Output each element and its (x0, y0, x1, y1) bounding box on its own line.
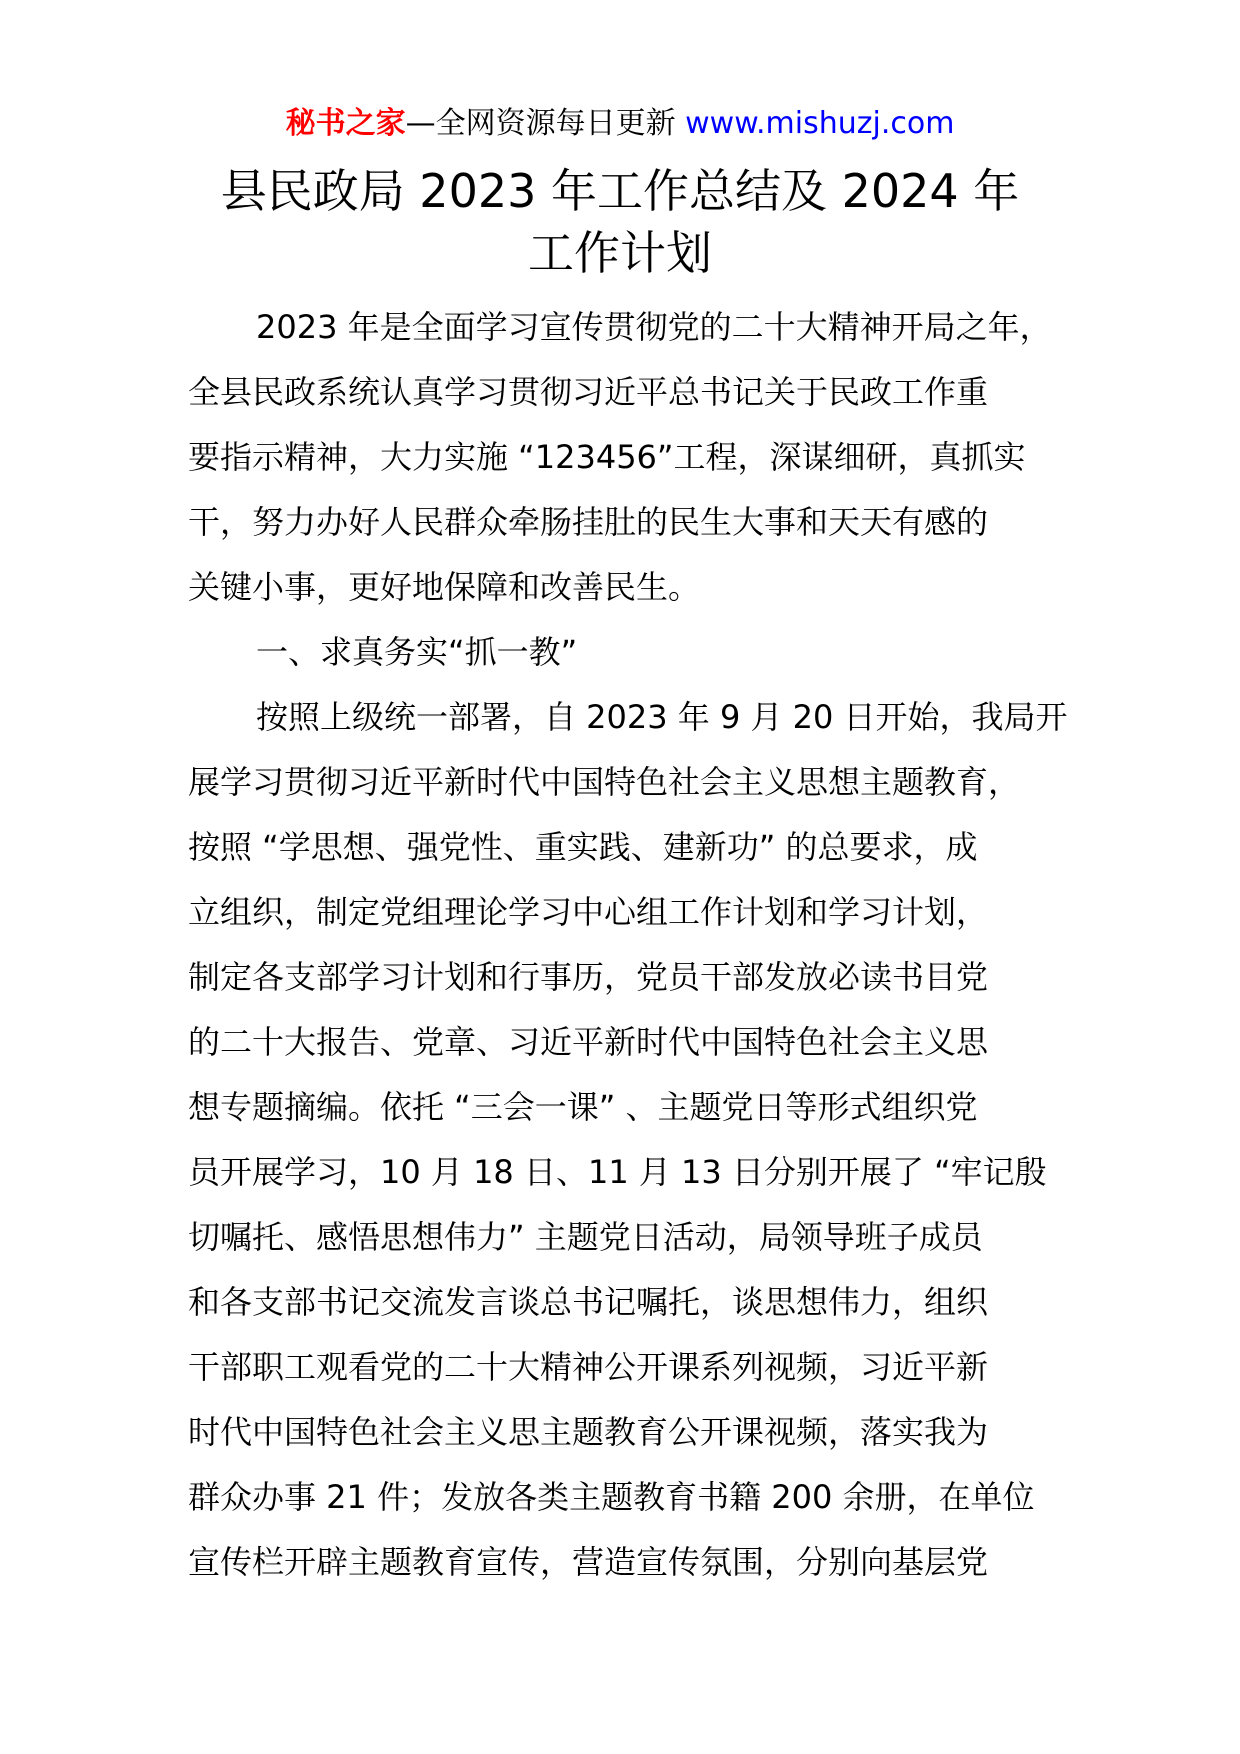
site-header (0, 102, 1240, 146)
paragraph-line: 展学习贯彻习近平新时代中国特色社会主义思想主题教育， (188, 763, 1021, 801)
paragraph-line: 关键小事，更好地保障和改善民生。 (188, 568, 701, 606)
header-tagline: —全网资源每日更新 (405, 106, 676, 141)
paragraph-line: 制定各支部学习计划和行事历，党员干部发放必读书目党 (188, 958, 989, 996)
paragraph-line: 2023 年是全面学习宣传贯彻党的二十大精神开局之年， (256, 308, 1052, 346)
paragraph-line: 按照 “学思想、强党性、重实践、建新功” 的总要求，成 (188, 828, 978, 866)
paragraph-line: 按照上级统一部署，自 2023 年 9 月 20 日开始，我局开 (256, 698, 1068, 736)
paragraph-line: 群众办事 21 件；发放各类主题教育书籍 200 余册，在单位 (188, 1478, 1035, 1516)
document-title (120, 160, 1120, 284)
paragraph-line: 干部职工观看党的二十大精神公开课系列视频，习近平新 (188, 1348, 989, 1386)
paragraph-line: 要指示精神，大力实施 “123456”工程，深谋细研，真抓实 (188, 438, 1026, 476)
document-body (188, 295, 1068, 1595)
paragraph-line: 切嘱托、感悟思想伟力” 主题党日活动，局领导班子成员 (188, 1218, 983, 1256)
paragraph-line: 想专题摘编。依托 “三会一课” 、主题党日等形式组织党 (188, 1088, 978, 1126)
section-heading: 一、求真务实“抓一教” (256, 633, 578, 671)
paragraph-line: 干，努力办好人民群众牵肠挂肚的民生大事和天天有感的 (188, 503, 989, 541)
paragraph-line: 的二十大报告、党章、习近平新时代中国特色社会主义思 (188, 1023, 989, 1061)
title-line-2: 工作计划 (528, 226, 712, 280)
site-url-link[interactable]: www.mishuzj.com (685, 106, 955, 141)
brand-name: 秘书之家 (285, 106, 406, 141)
title-line-1: 县民政局 2023 年工作总结及 2024 年 (220, 164, 1020, 218)
paragraph-line: 立组织，制定党组理论学习中心组工作计划和学习计划， (188, 893, 989, 931)
paragraph-line: 时代中国特色社会主义思主题教育公开课视频，落实我为 (188, 1413, 989, 1451)
paragraph-line: 和各支部书记交流发言谈总书记嘱托，谈思想伟力，组织 (188, 1283, 989, 1321)
paragraph-line: 宣传栏开辟主题教育宣传，营造宣传氛围，分别向基层党 (188, 1543, 989, 1581)
paragraph-line: 员开展学习，10 月 18 日、11 月 13 日分别开展了 “牢记殷 (188, 1153, 1047, 1191)
paragraph-line: 全县民政系统认真学习贯彻习近平总书记关于民政工作重 (188, 373, 989, 411)
